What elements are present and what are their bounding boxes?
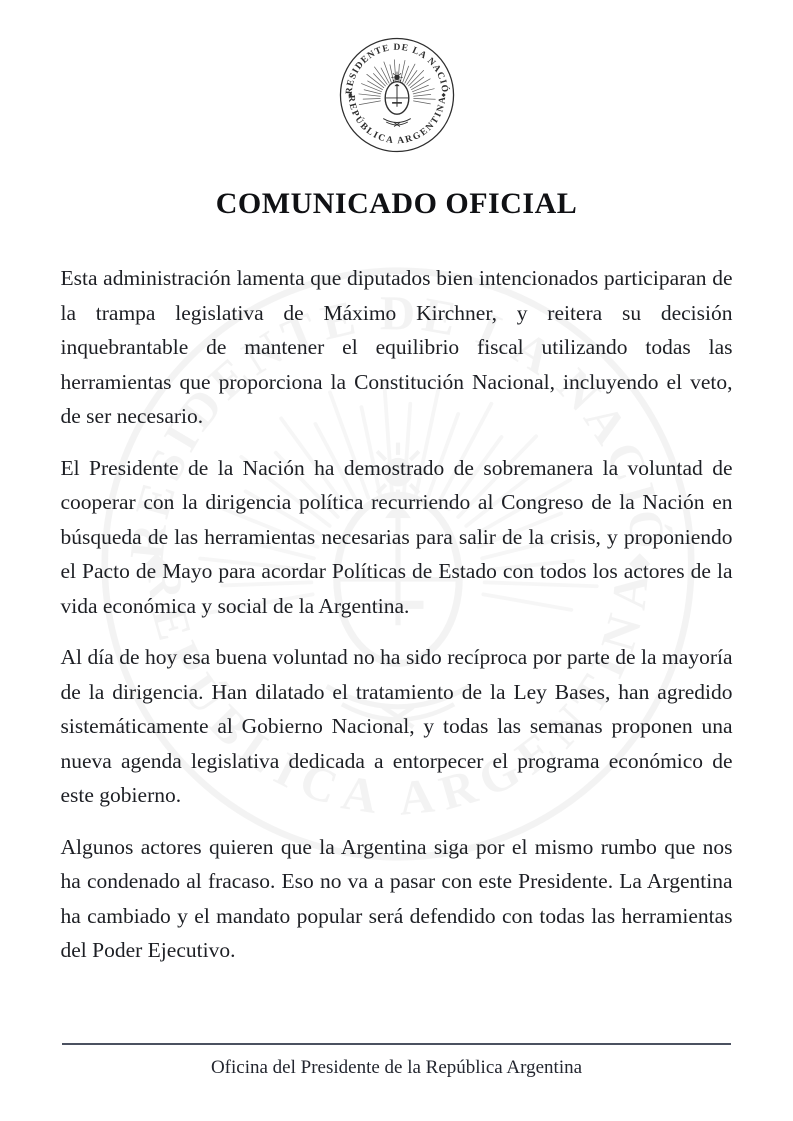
footer-text: Oficina del Presidente de la República Argentina xyxy=(210,1057,583,1078)
footer xyxy=(0,1043,793,1079)
header xyxy=(0,0,793,159)
paragraph-3: Al día de hoy esa buena voluntad no ha sido recíproca por parte de la mayoría de la dirigencia. Han dilatado el tratamiento de la Ley Bases, han agredido sistemáticamente al Gobierno Nacional, y todas las semanas proponen una nueva agenda legislativa dedicada a entorpecer el programa económico de este gobierno. xyxy=(60,645,733,807)
paragraph-2: El Presidente de la Nación ha demostrado de sobremanera la voluntad de cooperar con la dirigencia política recurriendo al Congreso de la Nación en búsqueda de las herramientas necesarias para salir de la crisis, y proponiendo el Pacto de Mayo para acordar Políticas de Estado con todos los actores de la vida económica y social de la Argentina. xyxy=(60,455,733,618)
paragraph-1: Esta administración lamenta que diputados bien intencionados participaran de la trampa legislativa de Máximo Kirchner, y reitera su decisión inquebrantable de mantener el equilibrio fiscal utilizando todas las herramientas que proporciona la Constitución Nacional, incluyendo el veto, de ser necesario. xyxy=(60,266,733,428)
page-title: COMUNICADO OFICIAL xyxy=(215,187,578,220)
paragraph-4: Algunos actores quieren que la Argentina siga por el mismo rumbo que nos ha condenado al fracaso. Eso no va a pasar con este Presidente. La Argentina ha cambiado y el mandato popular será defendido con todas las herramientas del Poder Ejecutivo. xyxy=(60,834,733,962)
presidential-seal-icon xyxy=(338,36,456,154)
footer-divider xyxy=(62,1043,731,1045)
communique-body xyxy=(61,261,733,968)
